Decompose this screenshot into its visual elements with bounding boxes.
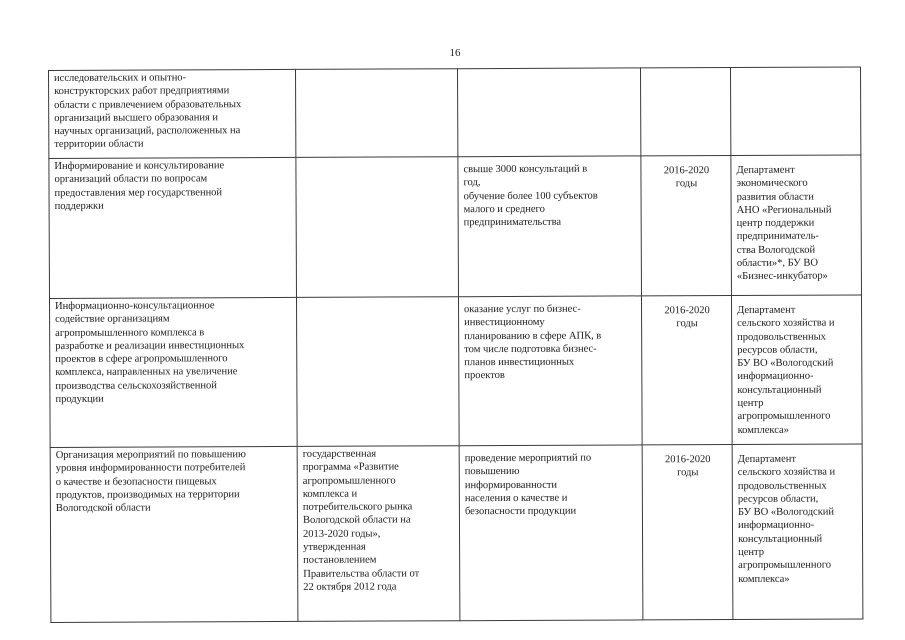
cell-text-line: научных организаций, расположенных на: [54, 125, 241, 138]
cell-text-line: агропромышленного: [302, 475, 396, 487]
cell-text-line: инвестиционному: [464, 317, 545, 329]
cell-text-line: год,: [463, 177, 481, 189]
cell-text-line: государственная: [302, 448, 377, 460]
cell-text-line: организаций высшего образования и: [54, 112, 219, 124]
cell-text-line: 2016-2020: [664, 454, 711, 466]
period-cell: [640, 68, 730, 156]
period-cell: [641, 296, 732, 445]
cell-text-line: малого и среднего: [463, 203, 545, 216]
program-cell: [297, 446, 460, 622]
cell-text-line: области»*, БУ ВО: [736, 257, 818, 270]
cell-text-line: информационно-: [737, 371, 814, 383]
cell-text-line: потребительского рынка: [302, 501, 413, 514]
activity-cell: [49, 69, 296, 158]
responsible-cell: [731, 155, 862, 296]
cell-text-line: Вологодской области на: [302, 514, 411, 527]
cell-text-line: организаций области по вопросам: [54, 173, 208, 186]
result-cell: [458, 156, 642, 297]
cell-text-line: центр: [737, 397, 764, 410]
cell-text-line: Организация мероприятий по повышению: [55, 449, 246, 461]
cell-text-line: обучение более 100 субъектов: [463, 190, 598, 202]
cell-text-line: планированию в сфере АПК, в: [464, 330, 602, 342]
cell-text-line: уровня информированности потребителей: [55, 462, 246, 475]
activity-cell: [50, 446, 298, 622]
cell-text-line: Вологодской области: [55, 502, 151, 515]
cell-text-line: оказание услуг по бизнес-: [464, 303, 581, 316]
cell-text-line: консультационный: [737, 384, 822, 396]
table-row: [49, 67, 861, 159]
cell-text-line: комплекса, направленных на увеличение: [55, 366, 238, 379]
table-row: [50, 444, 863, 623]
cell-text-line: агропромышленного: [738, 559, 832, 572]
cell-text-line: Департамент: [737, 453, 796, 465]
cell-text-line: продукции: [55, 393, 104, 406]
cell-text-line: БУ ВО «Вологодский: [737, 506, 835, 519]
cell-text-line: конструкторских работ предприятиями: [54, 85, 230, 98]
cell-text-line: годы: [677, 467, 699, 479]
cell-text-line: безопасности продукции: [464, 505, 577, 518]
cell-text-line: Департамент: [736, 164, 795, 176]
result-cell: [458, 296, 642, 446]
cell-text-line: консультационный: [738, 533, 823, 545]
cell-text-line: сельского хозяйства и: [737, 317, 835, 330]
activity-cell: [49, 157, 297, 298]
cell-text-line: Департамент: [737, 304, 796, 316]
cell-text-line: разработке и реализации инвестиционных: [55, 340, 245, 352]
cell-text-line: программа «Развитие: [302, 461, 399, 474]
cell-text-line: продовольственных: [737, 331, 826, 343]
cell-text-line: АНО «Региональный: [736, 204, 832, 216]
cell-text-line: развития области: [736, 191, 814, 203]
cell-text-line: агропромышленного: [737, 410, 831, 423]
cell-text-line: 2013-2020 годы»,: [303, 528, 381, 540]
cell-text-line: комплекса»: [737, 424, 789, 436]
cell-text-line: ства Вологодской: [736, 244, 816, 256]
program-cell: [296, 297, 459, 447]
cell-text-line: продуктов, производимых на территории: [55, 489, 240, 501]
cell-text-line: информированности: [464, 479, 558, 491]
cell-text-line: экономического: [736, 177, 808, 190]
cell-text-line: информационно-: [737, 520, 815, 532]
cell-text-line: комплекса и: [302, 488, 358, 500]
cell-text-line: поддержки: [54, 200, 104, 212]
cell-text-line: 2016-2020: [664, 305, 710, 317]
cell-text-line: области с привлечением образовательных: [54, 98, 242, 111]
cell-text-line: центр: [738, 546, 764, 559]
activity-cell: [49, 297, 297, 447]
cell-text-line: том числе подготовка бизнес-: [464, 343, 597, 356]
cell-text-line: содействие организациям: [55, 313, 170, 326]
cell-text-line: агропромышленного комплекса в: [55, 326, 205, 339]
responsible-cell: [732, 444, 863, 620]
cell-text-line: предоставления мер государственной: [54, 186, 223, 199]
program-cell: [296, 157, 459, 298]
period-cell: [641, 156, 732, 296]
cell-text-line: Правительства области от: [303, 568, 420, 580]
cell-text-line: БУ ВО «Вологодский: [737, 357, 834, 370]
cell-text-line: о качестве и безопасности пищевых: [55, 475, 217, 488]
cell-text-line: проектов: [464, 370, 505, 382]
cell-text-line: годы: [676, 318, 698, 330]
cell-text-line: центр поддержки: [736, 217, 815, 230]
cell-text-line: продовольственных: [737, 480, 827, 492]
cell-text-line: территории области: [54, 139, 144, 151]
cell-text-line: Информирование и консультирование: [54, 160, 225, 172]
cell-text-line: проведение мероприятий по: [464, 452, 592, 465]
cell-text-line: ресурсов области,: [737, 493, 819, 505]
cell-text-line: годы: [675, 178, 698, 190]
page-number: 16: [449, 47, 461, 59]
cell-text-line: «Бизнес-инкубатор»: [736, 270, 828, 283]
cell-text-line: предпринимательства: [463, 216, 562, 229]
responsible-cell: [731, 295, 862, 445]
cell-text-line: 2016-2020: [663, 165, 710, 177]
cell-text-line: проектов в сфере агропромышленного: [55, 353, 228, 366]
program-cell: [295, 69, 457, 158]
document-page: [48, 66, 863, 623]
cell-text-line: свыше 3000 консультаций в: [463, 163, 588, 176]
cell-text-line: постановлением: [303, 554, 377, 567]
cell-text-line: исследовательских и опытно-: [54, 72, 187, 84]
cell-text-line: повышению: [464, 466, 520, 478]
cell-text-line: комплекса»: [738, 573, 790, 585]
cell-text-line: Информационно-консультационное: [55, 300, 215, 312]
cell-text-line: 22 октября 2012 года: [303, 581, 397, 593]
measures-table: [48, 66, 863, 623]
table-row: [49, 295, 862, 448]
result-cell: [459, 445, 643, 621]
result-cell: [457, 68, 640, 157]
responsible-cell: [730, 67, 860, 156]
cell-text-line: сельского хозяйства и: [737, 466, 836, 479]
cell-text-line: производства сельскохозяйственной: [55, 380, 217, 392]
cell-text-line: населения о качестве и: [464, 492, 568, 505]
cell-text-line: планов инвестиционных: [464, 356, 575, 369]
period-cell: [642, 445, 733, 620]
table-row: [49, 155, 862, 299]
cell-text-line: предприниматель-: [736, 231, 819, 243]
cell-text-line: ресурсов области,: [737, 344, 818, 356]
cell-text-line: утвержденная: [303, 541, 366, 553]
